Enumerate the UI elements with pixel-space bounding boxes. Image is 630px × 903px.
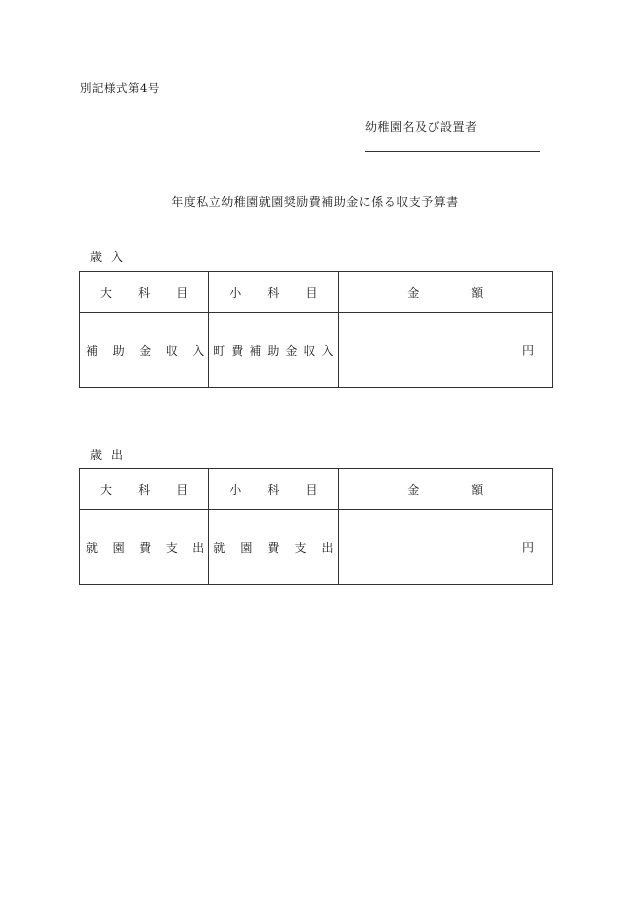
yen-unit: 円 — [521, 540, 534, 555]
revenue-minor-item: 町 費 補 助 金 収 入 — [209, 313, 338, 388]
yen-unit: 円 — [521, 343, 534, 358]
header-major-item: 大 科 目 — [80, 469, 209, 510]
revenue-table — [79, 271, 553, 388]
expenditure-table — [79, 468, 553, 585]
table-row — [80, 510, 553, 585]
revenue-section-label: 歳入 — [90, 250, 133, 264]
expenditure-section-label: 歳出 — [90, 448, 133, 462]
kindergarten-name-label: 幼稚園名及び設置者 — [365, 120, 478, 134]
table-header-row — [80, 469, 553, 510]
header-minor-item: 小 科 目 — [209, 469, 338, 510]
header-major-item: 大 科 目 — [80, 272, 209, 313]
expenditure-minor-item: 就 園 費 支 出 — [209, 510, 338, 585]
table-header-row — [80, 272, 553, 313]
revenue-amount-cell[interactable] — [338, 313, 552, 388]
expenditure-amount-cell[interactable] — [338, 510, 552, 585]
expenditure-major-item: 就 園 費 支 出 — [80, 510, 209, 585]
document-title: 年度私立幼稚園就園奨励費補助金に係る収支予算書 — [171, 195, 459, 209]
table-row — [80, 313, 553, 388]
header-amount: 金 額 — [338, 469, 552, 510]
header-amount: 金 額 — [338, 272, 552, 313]
form-number: 別記様式第4号 — [80, 81, 160, 95]
kindergarten-name-field[interactable] — [365, 151, 540, 152]
header-minor-item: 小 科 目 — [209, 272, 338, 313]
revenue-major-item: 補 助 金 収 入 — [80, 313, 209, 388]
